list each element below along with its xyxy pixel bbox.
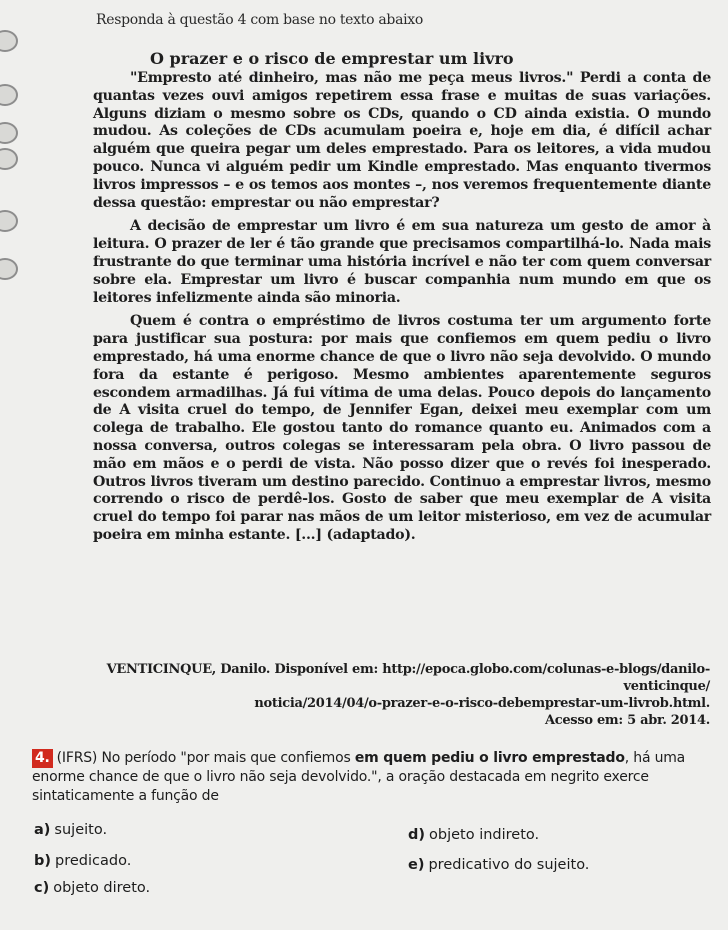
instruction-text: Responda à questão 4 com base no texto abaixo: [96, 12, 424, 28]
text-body: [93, 70, 711, 549]
binding-ring: [0, 148, 18, 170]
question-4: [32, 749, 712, 806]
text-title: O prazer e o risco de emprestar um livro: [150, 49, 514, 68]
spiral-binding: [0, 0, 22, 930]
option-a[interactable]: [34, 822, 107, 838]
option-letter: e): [408, 857, 425, 873]
question-text-rest: , há uma enorme chance de que o livro não seja devolvido.", a oração destacada em negrito exerce sintaticamente a função de: [32, 750, 686, 804]
option-d[interactable]: [408, 827, 539, 843]
option-letter: a): [34, 822, 51, 838]
option-letter: c): [34, 880, 50, 896]
binding-ring: [0, 258, 18, 280]
question-text: (IFRS) No período "por mais que confiemos: [56, 750, 355, 766]
option-letter: b): [34, 853, 52, 869]
reference-line: noticia/2014/04/o-prazer-e-o-risco-debemprestar-um-livrob.html.: [254, 696, 710, 711]
option-c[interactable]: [34, 880, 150, 896]
reference-line: Acesso em: 5 abr. 2014.: [544, 713, 710, 728]
paragraph: A decisão de emprestar um livro é em sua natureza um gesto de amor à leitura. O prazer de ler é tão grande que precisamos compartilhá-lo. Nada mais frustrante do que terminar uma história incrível e não ter com quem conversar sobre ela. Emprestar um livro é buscar companhia num mundo em que os leitores infelizmente ainda são minoria.: [93, 218, 711, 306]
option-text: predicativo do sujeito.: [428, 857, 590, 873]
option-text: predicado.: [55, 853, 132, 869]
option-text: sujeito.: [54, 822, 108, 838]
question-number-badge: 4.: [32, 749, 53, 768]
reference-line: VENTICINQUE, Danilo. Disponível em: http://epoca.globo.com/colunas-e-blogs/danilo-venticinque/: [106, 662, 710, 694]
paragraph: Quem é contra o empréstimo de livros costuma ter um argumento forte para justificar sua postura: por mais que confiemos em quem pediu o livro emprestado, há uma enorme chance de que o livro não seja devolvido. O mundo fora da estante é perigoso. Mesmo ambientes aparentemente seguros escondem armadilhas. Já fui vítima de uma delas. Pouco depois do lançamento de A visita cruel do tempo, de Jennifer Egan, deixei meu exemplar com um colega de trabalho. Ele gostou tanto do romance quanto eu. Animados com a nossa conversa, outros colegas se interessaram pela obra. O livro passou de mão em mãos e o perdi de vista. Não posso dizer que o revés foi inesperado. Outros livros tiveram um destino parecido. Continuo a emprestar livros, mesmo correndo o risco de perdê-los. Gosto de saber que meu exemplar de A visita cruel do tempo foi parar nas mãos de um leitor misterioso, em vez de acumular poeira em minha estante. [...] (adaptado).: [93, 313, 711, 543]
source-reference: [90, 661, 710, 729]
option-text: objeto indireto.: [429, 827, 540, 843]
binding-ring: [0, 210, 18, 232]
binding-ring: [0, 30, 18, 52]
paragraph: "Empresto até dinheiro, mas não me peça meus livros." Perdi a conta de quantas vezes ouvi amigos repetirem essa frase e muitas de suas variações. Alguns diziam o mesmo sobre os CDs, quando o CD ainda existia. O mundo mudou. As coleções de CDs acumulam poeira e, hoje em dia, é difícil achar alguém que queira pegar um deles emprestado. Para os leitores, a vida mudou pouco. Nunca vi alguém pedir um Kindle emprestado. Mas enquanto tivermos livros impressos – e os temos aos montes –, nos veremos frequentemente diante dessa questão: emprestar ou não emprestar?: [93, 70, 711, 211]
binding-ring: [0, 122, 18, 144]
option-e[interactable]: [408, 857, 589, 873]
option-b[interactable]: [34, 853, 131, 869]
question-highlight: em quem pediu o livro emprestado: [354, 750, 625, 766]
option-letter: d): [408, 827, 426, 843]
binding-ring: [0, 84, 18, 106]
option-text: objeto direto.: [53, 880, 151, 896]
